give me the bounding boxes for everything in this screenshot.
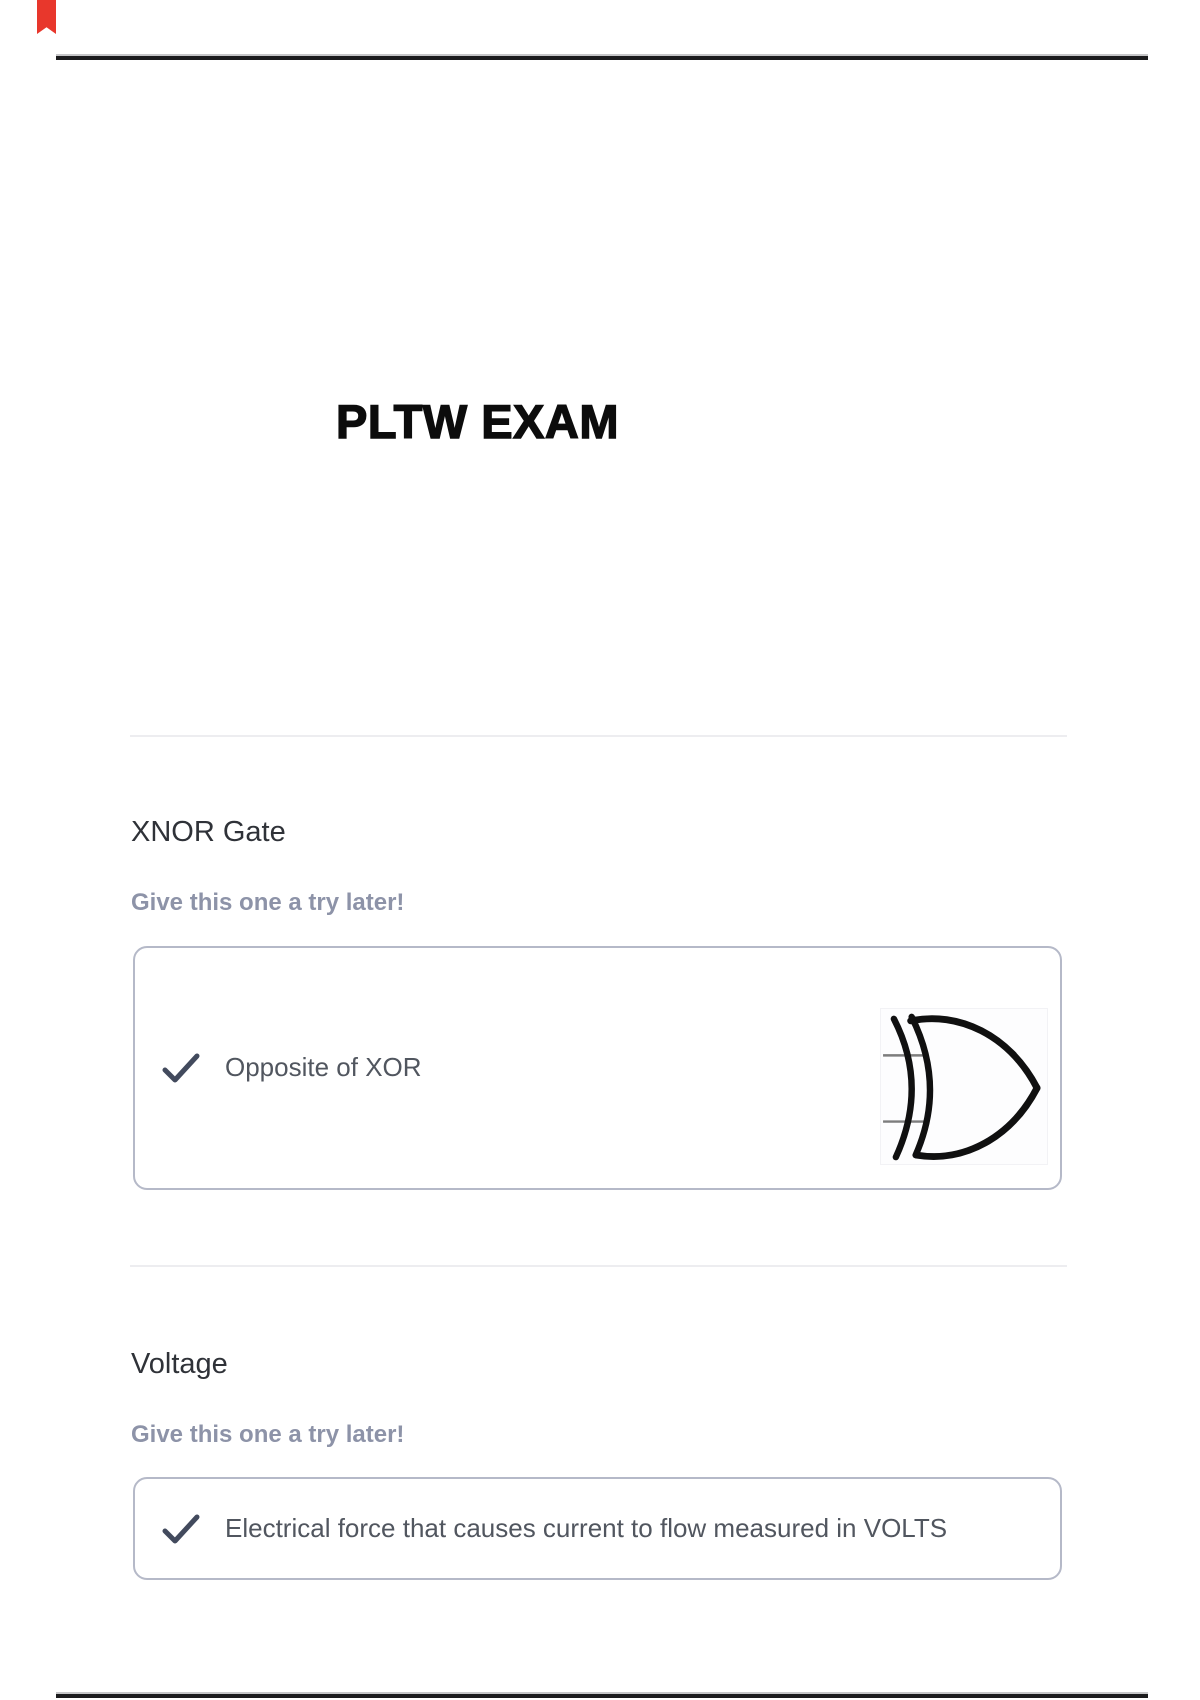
flashcard [133,1477,1062,1580]
hint-label: Give this one a try later! [131,1421,405,1448]
section-divider [130,735,1067,737]
hint-label: Give this one a try later! [131,889,405,916]
definition-text: Opposite of XOR [225,1052,422,1083]
xnor-gate-icon [881,1009,1047,1164]
checkmark-icon [162,1053,200,1083]
red-bookmark-ribbon-icon [37,0,56,34]
bottom-rule [56,1692,1148,1698]
term-label: Voltage [131,1348,228,1380]
section-divider [130,1265,1067,1267]
top-rule [56,54,1148,60]
definition-text: Electrical force that causes current to flow measured in VOLTS [225,1512,948,1543]
checkmark-icon [162,1514,200,1544]
xnor-gate-symbol-image [880,1008,1048,1165]
term-label: XNOR Gate [131,816,286,848]
page-title: PLTW EXAM [336,395,619,448]
